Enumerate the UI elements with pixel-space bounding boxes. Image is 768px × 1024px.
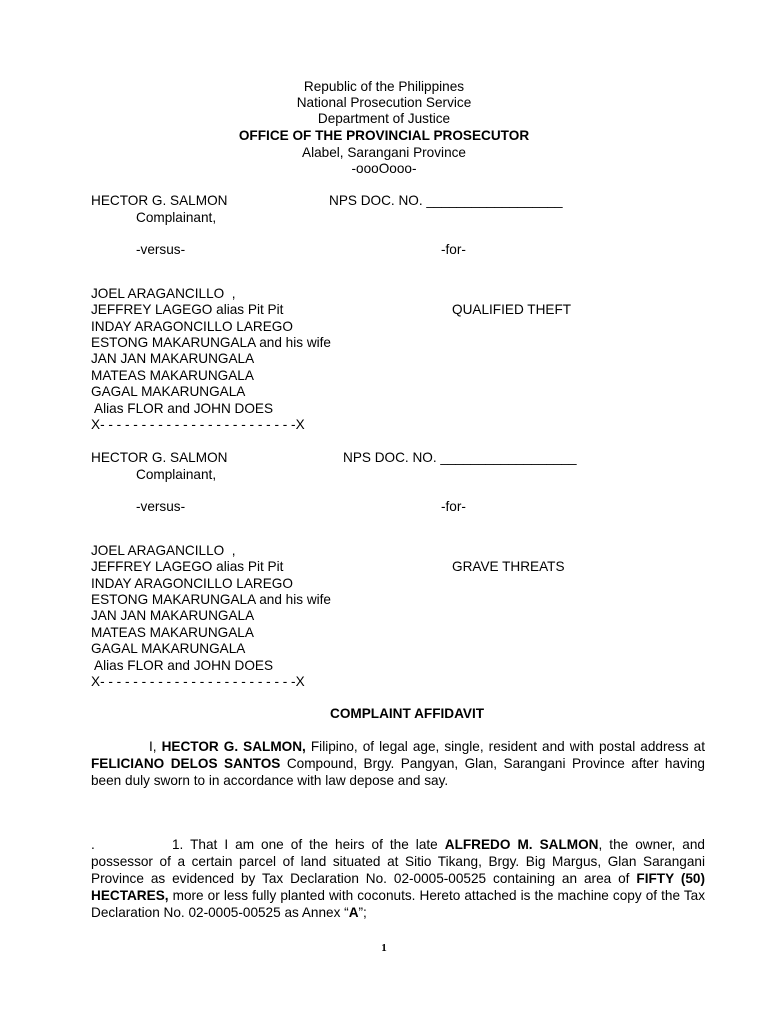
intro-text: Filipino, of legal age, single, resident and with postal address at: [305, 739, 706, 754]
for-label: -for-: [441, 499, 466, 514]
for-label: -for-: [441, 242, 466, 257]
complainant-name: HECTOR G. SALMON: [91, 193, 228, 208]
page-number: 1: [381, 942, 387, 954]
paragraph-text: 1. That I am one of the heirs of the late: [172, 837, 445, 852]
header-ornament: -oooOooo-: [351, 161, 417, 176]
respondent: Alias FLOR and JOHN DOES: [91, 401, 274, 416]
header-office: OFFICE OF THE PROVINCIAL PROSECUTOR: [238, 128, 530, 143]
paragraph-text: , the owner, and possessor of a certain parcel of land situated at Sitio Tikang, Brgy. Big Margus, Glan Sarangani Province as evidenced by Tax Declaration No. 02-0005-00525 containing an area of: [91, 837, 705, 886]
header-doj: Department of Justice: [317, 111, 451, 126]
affiant-address: FELICIANO DELOS SANTOS: [91, 756, 281, 771]
charge-label: QUALIFIED THEFT: [452, 302, 572, 317]
paragraph-1: [91, 836, 705, 921]
heir-name: ALFREDO M. SALMON: [444, 837, 599, 852]
intro-text: I,: [149, 739, 162, 754]
complainant-role: Complainant,: [136, 467, 217, 482]
versus-label: -versus-: [136, 499, 186, 514]
respondent: Alias FLOR and JOHN DOES: [91, 658, 274, 673]
respondent: ESTONG MAKARUNGALA and his wife: [91, 592, 331, 607]
nps-doc-no: NPS DOC. NO. __________________: [329, 193, 563, 208]
respondent: JEFFREY LAGEGO alias Pit Pit: [91, 302, 284, 317]
respondent: MATEAS MAKARUNGALA: [91, 368, 254, 383]
respondent: JAN JAN MAKARUNGALA: [91, 351, 255, 366]
respondent: JEFFREY LAGEGO alias Pit Pit: [91, 559, 284, 574]
header-nps: National Prosecution Service: [296, 95, 472, 110]
annex-letter: A: [348, 905, 359, 920]
complainant-role: Complainant,: [136, 210, 217, 225]
document-title: COMPLAINT AFFIDAVIT: [330, 706, 485, 721]
respondent: GAGAL MAKARUNGALA: [91, 384, 246, 399]
complainant-name: HECTOR G. SALMON: [91, 450, 228, 465]
header-location: Alabel, Sarangani Province: [302, 145, 466, 160]
header-republic: Republic of the Philippines: [303, 79, 465, 94]
paragraph-text: ”;: [358, 905, 367, 920]
caption-separator: X- - - - - - - - - - - - - - - - - - - - - - - -X: [91, 674, 305, 689]
caption-separator: X- - - - - - - - - - - - - - - - - - - - - - - -X: [91, 417, 305, 432]
affiant-name: HECTOR G. SALMON,: [161, 739, 306, 754]
respondent: ESTONG MAKARUNGALA and his wife: [91, 335, 331, 350]
versus-label: -versus-: [136, 242, 186, 257]
respondent: GAGAL MAKARUNGALA: [91, 641, 246, 656]
respondent: INDAY ARAGONCILLO LAREGO: [91, 576, 293, 591]
paragraph-text: more or less fully planted with coconuts. Hereto attached is the machine copy of the Tax Declaration No. 02-0005-00525 as Annex “: [91, 888, 705, 920]
intro-text: Compound, Brgy. Pangyan, Glan, Sarangani Province after having been duly sworn to in accordance with law depose and say.: [91, 756, 705, 788]
respondent: JAN JAN MAKARUNGALA: [91, 608, 255, 623]
respondent: MATEAS MAKARUNGALA: [91, 625, 254, 640]
intro-paragraph: [91, 738, 705, 789]
nps-doc-no: NPS DOC. NO. __________________: [343, 450, 577, 465]
charge-label: GRAVE THREATS: [452, 559, 565, 574]
paragraph-lead: .: [91, 837, 95, 852]
respondent: INDAY ARAGONCILLO LAREGO: [91, 319, 293, 334]
land-area: FIFTY (50) HECTARES,: [91, 871, 706, 903]
respondent: JOEL ARAGANCILLO ,: [91, 543, 236, 558]
respondent: JOEL ARAGANCILLO ,: [91, 286, 236, 301]
